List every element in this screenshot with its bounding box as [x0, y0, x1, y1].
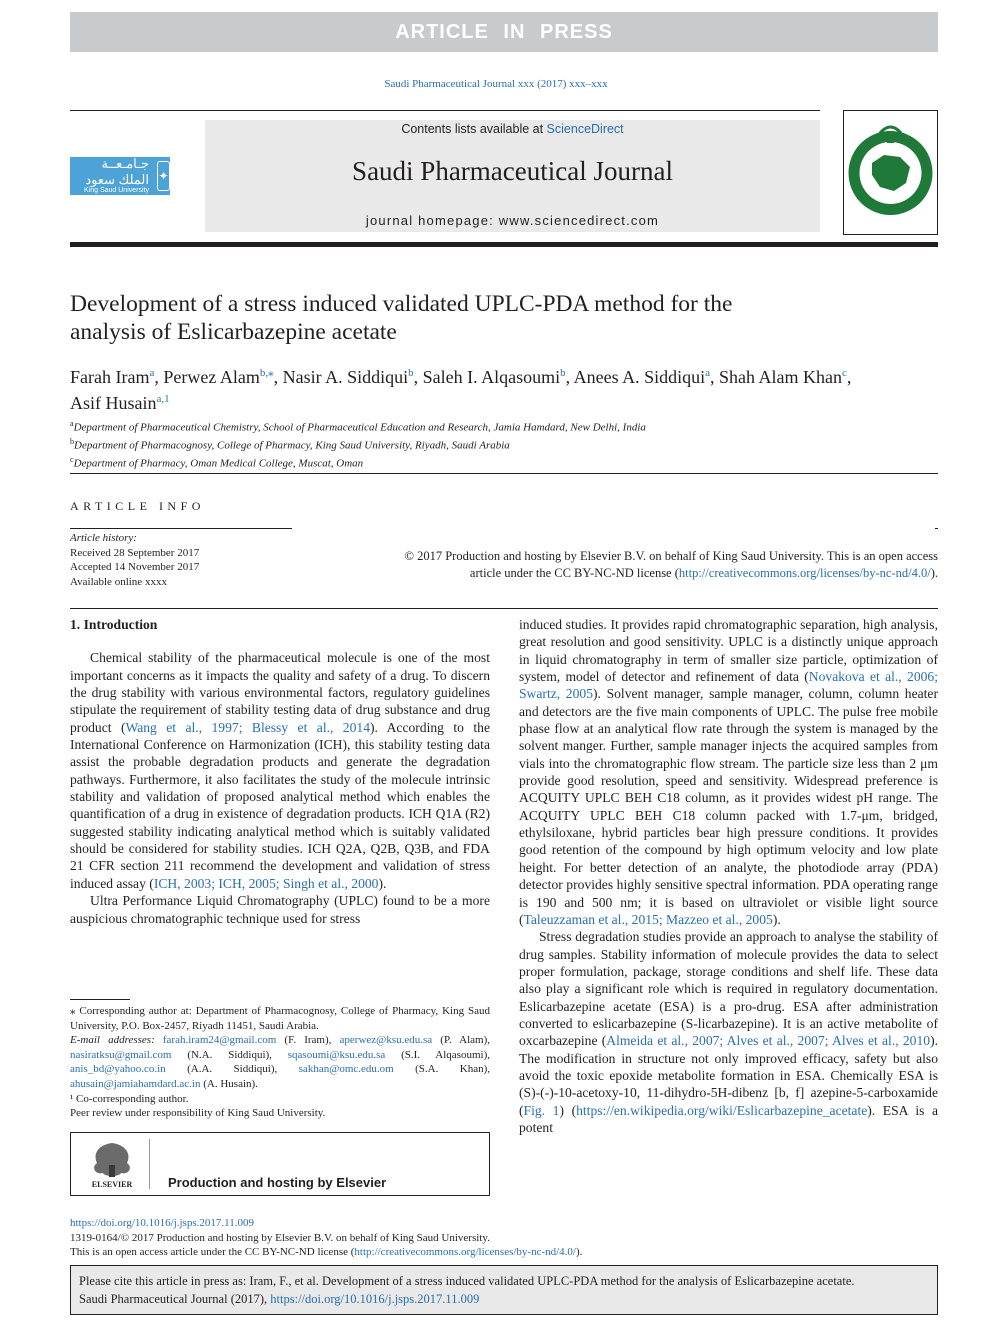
author-affil-mark[interactable]: b: [408, 367, 414, 379]
license-link[interactable]: http://creativecommons.org/licenses/by-nc-nd/4.0/: [678, 565, 931, 580]
paragraph-text: ). Solvent manager, sample manager, column, column heater and detectors are the five main components of UPLC. The pulse free mobile phase flow at an analytical flow rate through the system is managed by the solvent manger. Further, sample manager injects the acquired samples from vials into the chromatographic flow stream. The particle size less than 2 μm provide good resolution, speed and sensitivity. Widespread preference is ACQUITY UPLC BEH C18 column, as it provides widest pH range. The ACQUITY UPLC BEH C18 column packed with 1.7-μm, bridged, ethylsiloxane, hybrid particles bear high pressure conditions. It provides good retention of the compound by high optimum velocity and low plate height. For better detection of an analyte, the photodiode array (PDA) detector provides highly sensitive spectral information. PDA operating range is 190 and 500 nm; it is based on ultraviolet or visible light source (: [519, 686, 938, 927]
email-owner: (N.A. Siddiqui),: [171, 1048, 288, 1061]
title-line: Development of a stress induced validated UPLC-PDA method for the: [70, 291, 733, 317]
author-separator: ,: [413, 367, 423, 387]
email-owner: (A. Husain).: [200, 1077, 258, 1090]
journal-homepage[interactable]: journal homepage: www.sciencedirect.com: [365, 213, 660, 228]
ksu-emblem-icon: ✦: [157, 161, 170, 191]
affiliation: [70, 417, 940, 435]
elsevier-tree-icon: [85, 1139, 139, 1189]
elsevier-hosting-text: Production and hosting by Elsevier: [168, 1175, 387, 1190]
paragraph-text: ). According to the International Conference on Harmonization (ICH), this stability testing data assist the probable degradation products and generate the degradation pathways. Furthermore, it also facilitates the study of the molecule intrinsic stability and validation of proposed analytical method which enables the quantification of a drug in existence of degradation products. ICH Q1A (R2) suggested stability indicating analytical method which is suitably validated should be considered for stability studies. ICH Q2A, Q2B, Q3B, and FDA 21 CFR section 211 recommend the development and validation of stress induced assay (: [70, 719, 490, 891]
saudi-pharma-seal-icon: [844, 111, 937, 234]
author-affil-mark[interactable]: c: [842, 367, 847, 379]
license-link[interactable]: http://creativecommons.org/licenses/by-nc-nd/4.0/: [354, 1246, 576, 1258]
footnote-rule: [70, 999, 130, 1000]
peer-review-note: Peer review under responsibility of King Saud University.: [70, 1107, 326, 1120]
article-info-rule: [70, 528, 292, 529]
license-suffix: ).: [930, 565, 938, 580]
citation-link[interactable]: Almeida et al., 2007; Alves et al., 2007; Alves et al., 2010: [606, 1033, 931, 1049]
email-link[interactable]: ahusain@jamiahamdard.ac.in: [70, 1077, 201, 1090]
author-name: Anees A. Siddiqui: [573, 367, 706, 387]
copyright-line: [330, 565, 938, 582]
paragraph-text: ) (: [559, 1102, 577, 1118]
cite-prefix: Saudi Pharmaceutical Journal (2017),: [79, 1292, 271, 1306]
journal-name: Saudi Pharmaceutical Journal: [352, 156, 673, 186]
oa-suffix: ).: [576, 1246, 583, 1258]
paragraph-text: Chemical stability of the pharmaceutical molecule is one of the most important concerns as it impacts the quality and safety of a drug. To discern the drug stability with various environmental factors, regulatory guidelines stipulate the requirement of stability testing data of drug substance and drug product (: [70, 650, 490, 735]
copyright-notice: [330, 548, 938, 581]
paragraph-text: ).: [772, 911, 781, 927]
wikipedia-link[interactable]: https://en.wikipedia.org/wiki/Eslicarbazepine_acetate: [576, 1102, 868, 1118]
cite-doi-link[interactable]: https://doi.org/10.1016/j.jsps.2017.11.009: [270, 1292, 480, 1306]
author-affil-mark[interactable]: a: [149, 367, 155, 379]
author-affil-mark[interactable]: a: [705, 367, 711, 379]
elsevier-logo-text: ELSEVIER: [91, 1180, 133, 1189]
article-history: [70, 531, 310, 589]
author-separator: ,: [846, 367, 852, 387]
author-name: Shah Alam Khan: [719, 367, 843, 387]
email-link[interactable]: sqasoumi@ksu.edu.sa: [287, 1048, 386, 1061]
paragraph-text: ). The modification in structure not only improved efficacy, safety but also avoid the toxic epoxide metabolite formation in ESA. Chemically ESA is (S)-(-)-10-acetoxy-10, 11-dihydro-5H-dibenz [b, f] azepine-5-carboxamide (: [519, 1033, 938, 1118]
affiliation-text: Department of Pharmacognosy, College of Pharmacy, King Saud University, Riyadh, Saudi Arabia: [74, 439, 510, 452]
author-affil-mark[interactable]: a,1: [156, 393, 170, 405]
journal-seal: [843, 110, 938, 235]
article-info-heading: ARTICLE INFO: [70, 499, 205, 513]
citation-link[interactable]: Wang et al., 1997; Blessy et al., 2014: [125, 719, 370, 735]
cite-this-article-box: [70, 1265, 938, 1315]
doi-link[interactable]: https://doi.org/10.1016/j.jsps.2017.11.009: [70, 1217, 254, 1229]
citation-link[interactable]: Taleuzzaman et al., 2015; Mazzeo et al., 2005: [523, 911, 773, 927]
body-paragraph: Ultra Performance Liquid Chromatography (UPLC) found to be a more auspicious chromatographic technique used for stress: [70, 893, 490, 926]
article-title: [70, 290, 930, 346]
affiliations-rule: [70, 473, 938, 474]
author-affil-mark[interactable]: b,⁎: [259, 367, 274, 379]
body-column-left: [70, 616, 490, 927]
citation-link[interactable]: Novakova et al., 2006; Swartz, 2005: [519, 669, 938, 702]
email-link[interactable]: aperwez@ksu.edu.sa: [339, 1034, 433, 1047]
paragraph-text: ). ESA is a potent: [519, 1102, 939, 1135]
author-separator: ,: [710, 367, 720, 387]
body-paragraph: [519, 616, 938, 928]
email-owner: (S.I. Alqasoumi),: [385, 1048, 490, 1061]
affiliation: [70, 435, 940, 453]
cite-line: Please cite this article in press as: Iram, F., et al. Development of a stress induced validated UPLC-PDA method for the analysis of Eslicarbazepine acetate.: [79, 1274, 855, 1288]
body-paragraph: [519, 928, 938, 1136]
affiliation-text: Department of Pharmaceutical Chemistry, School of Pharmaceutical Education and Research, Jamia Hamdard, New Delhi, India: [73, 421, 646, 434]
article-in-press-banner: ARTICLE IN PRESS: [70, 12, 938, 52]
email-owner: (F. Iram),: [276, 1034, 340, 1047]
cite-line: [79, 1290, 929, 1308]
email-owner: (A.A. Siddiqui),: [165, 1063, 299, 1076]
license-prefix: article under the CC BY-NC-ND license (: [469, 565, 679, 580]
email-link[interactable]: farah.iram24@gmail.com: [162, 1034, 277, 1047]
author-affil-mark[interactable]: b: [560, 367, 566, 379]
contents-line: [205, 122, 820, 136]
section-heading: 1. Introduction: [70, 617, 158, 632]
corresponding-author-note: ⁎ Corresponding author at: Department of Pharmacognosy, College of Pharmacy, King Saud University, P.O. Box-2457, Riyadh 11451, Saudi Arabia.: [70, 1005, 490, 1032]
body-paragraph: [70, 649, 490, 892]
author-name: Nasir A. Siddiqui: [282, 367, 409, 387]
author-separator: ,: [154, 367, 164, 387]
email-link[interactable]: anis_bd@yahoo.co.in: [70, 1063, 166, 1076]
affiliation-mark: c: [70, 455, 74, 465]
email-owner: (S.A. Khan),: [393, 1063, 491, 1076]
open-access-line: [70, 1245, 940, 1260]
received-date: Received 28 September 2017: [70, 546, 200, 559]
affiliation-mark: b: [70, 437, 74, 447]
author-name: Farah Iram: [70, 367, 150, 387]
paragraph-text: ).: [378, 875, 387, 891]
available-date: Available online xxxx: [70, 575, 167, 588]
author-name: Perwez Alam: [163, 367, 260, 387]
citation-link[interactable]: ICH, 2003; ICH, 2005; Singh et al., 2000: [153, 875, 379, 891]
affiliations: [70, 417, 940, 471]
header-bottom-rule: [70, 242, 938, 247]
co-corresponding-note: ¹ Co-corresponding author.: [70, 1092, 189, 1105]
contents-prefix: Contents lists available at: [401, 122, 547, 136]
oa-prefix: This is an open access article under the CC BY-NC-ND license (: [70, 1246, 355, 1258]
issn-line: 1319-0164/© 2017 Production and hosting by Elsevier B.V. on behalf of King Saud University.: [70, 1231, 490, 1244]
author-separator: ,: [273, 367, 283, 387]
ksu-logo: [70, 157, 170, 195]
elsevier-separator: [149, 1139, 150, 1189]
affiliation-text: Department of Pharmacy, Oman Medical College, Muscat, Oman: [73, 457, 364, 470]
affiliation: [70, 453, 940, 471]
journal-citation-line[interactable]: Saudi Pharmaceutical Journal xxx (2017) xxx–xxx: [384, 78, 608, 90]
elsevier-hosting-box: [70, 1132, 490, 1196]
email-link[interactable]: sakhan@omc.edu.om: [298, 1063, 394, 1076]
email-label: E-mail addresses:: [70, 1034, 155, 1047]
author-name: Asif Husain: [70, 393, 157, 413]
header-top-rule: [70, 110, 820, 111]
email-addresses: [70, 1033, 490, 1091]
title-line: analysis of Eslicarbazepine acetate: [70, 319, 397, 345]
author-list: [70, 362, 940, 414]
email-link[interactable]: nasiratksu@gmail.com: [70, 1048, 172, 1061]
body-top-rule: [70, 608, 938, 609]
history-label: Article history:: [70, 532, 137, 544]
sciencedirect-link[interactable]: ScienceDirect: [546, 122, 624, 136]
ksu-logo-english: King Saud University: [84, 187, 149, 195]
copyright-line: © 2017 Production and hosting by Elsevier B.V. on behalf of King Saud University. This is an open access: [404, 549, 938, 563]
email-owner: (P. Alam),: [432, 1034, 490, 1047]
accepted-date: Accepted 14 November 2017: [70, 561, 200, 573]
paragraph-text: induced studies. It provides rapid chromatographic separation, high analysis, great resolution and good sensitivity. UPLC is a distinctly unique approach in liquid chromatography in term of smaller size particle, optimization of system, model of detector and refinement of data (: [519, 617, 938, 685]
figure-link[interactable]: Fig. 1: [523, 1102, 560, 1118]
journal-header-box: [205, 120, 820, 232]
paragraph-text: Stress degradation studies provide an approach to analyse the stability of drug samples. Stability information of molecule provides the data to select proper formulation, package, storage conditions and shelf life. These data also play a significant role which is required in regulatory documentation. Eslicarbazepine acetate (ESA) is a pro-drug. ESA after administration converted to eslicarbazepine (S-licarbazepine). It is an active metabolite of oxcarbazepine (: [519, 929, 938, 1049]
affiliation-mark: a: [70, 419, 74, 428]
article-meta-footer: [70, 1216, 940, 1260]
abstract-rule: [935, 528, 938, 529]
footnotes: [70, 1004, 490, 1121]
body-column-right: [519, 616, 938, 1136]
author-name: Saleh I. Alqasoumi: [422, 367, 561, 387]
author-separator: ,: [565, 367, 574, 387]
ksu-logo-arabic: جـامـعــة الملك سعود: [85, 156, 149, 187]
